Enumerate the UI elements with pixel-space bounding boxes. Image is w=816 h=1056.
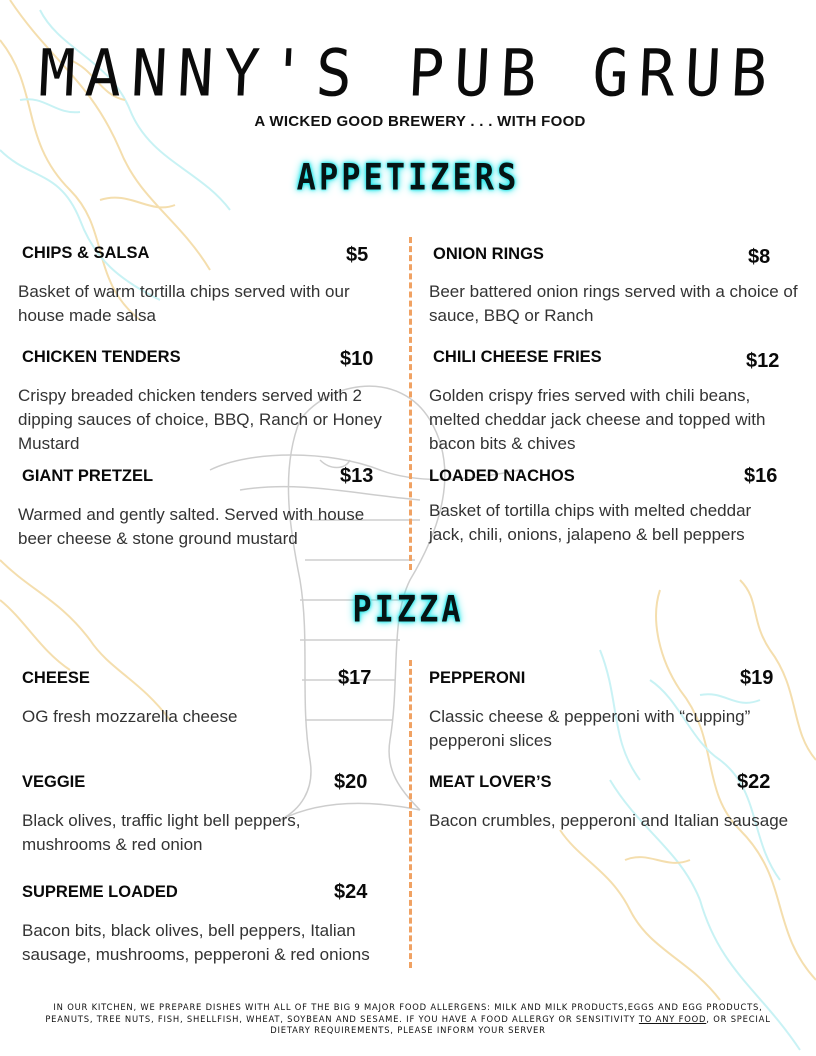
menu-item-name: CHILI CHEESE FRIES	[433, 348, 602, 366]
menu-item-price: $10	[340, 348, 374, 370]
menu-item-name: MEAT LOVER’S	[429, 773, 552, 791]
menu-item-description: Classic cheese & pepperoni with “cupping” pepperoni slices	[429, 707, 751, 750]
menu-item-description: Basket of tortilla chips with melted cheddar jack, chili, onions, jalapeno & bell peppers	[429, 501, 752, 544]
pizza-column-divider	[409, 660, 412, 968]
menu-item-name: CHIPS & SALSA	[22, 244, 150, 262]
menu-item-name: VEGGIE	[22, 773, 86, 791]
menu-item-description: Bacon bits, black olives, bell peppers, Italian sausage, mushrooms, pepperoni & red onions	[22, 921, 370, 964]
menu-item-description: Beer battered onion rings served with a choice of sauce, BBQ or Ranch	[429, 282, 798, 325]
menu-item-price: $20	[334, 771, 368, 793]
menu-item-description: Black olives, traffic light bell peppers, mushrooms & red onion	[22, 811, 301, 854]
appetizers-heading: APPETIZERS	[296, 155, 520, 199]
menu-item-price: $17	[338, 667, 372, 689]
menu-item-name: LOADED NACHOS	[429, 467, 575, 485]
allergen-notice-text: IN OUR KITCHEN, WE PREPARE DISHES WITH ALL OF THE BIG 9 MAJOR FOOD ALLERGENS: MILK AND MILK PRODUCTS,EGGS AND EGG PRODUCTS, PEANUTS, TREE NUTS, FISH, SHELLFISH, WHEAT, SOYBEAN AND SESAME. IF YOU HAVE A FOOD ALLERGY OR SENSITIVITY	[45, 1002, 763, 1024]
menu-item-description: Basket of warm tortilla chips served with our house made salsa	[18, 282, 350, 325]
menu-item-price: $24	[334, 881, 368, 903]
pizza-heading: PIZZA	[352, 587, 464, 631]
menu-item-name: GIANT PRETZEL	[22, 467, 154, 485]
menu-item-name: PEPPERONI	[429, 669, 526, 687]
menu-item-description: OG fresh mozzarella cheese	[22, 707, 238, 726]
menu-item-price: $13	[340, 465, 374, 487]
menu-item-price: $12	[746, 350, 780, 372]
allergen-notice-underlined: TO ANY FOOD	[638, 1013, 707, 1024]
menu-item-name: ONION RINGS	[433, 245, 544, 263]
restaurant-tagline: A WICKED GOOD BREWERY . . . WITH FOOD	[254, 113, 586, 130]
menu-item-description: Warmed and gently salted. Served with house beer cheese & stone ground mustard	[18, 505, 365, 548]
menu-item-name: CHICKEN TENDERS	[22, 348, 181, 366]
menu-item-price: $19	[740, 667, 774, 689]
menu-item-description: Golden crispy fries served with chili beans, melted cheddar jack cheese and topped with bacon bits & chives	[429, 386, 766, 453]
menu-item-description: Crispy breaded chicken tenders served with 2 dipping sauces of choice, BBQ, Ranch or Honey Mustard	[18, 386, 382, 453]
allergen-notice	[30, 1002, 786, 1037]
menu-item-name: CHEESE	[22, 669, 90, 687]
allergen-notice-text-end: , OR SPECIAL DIETARY REQUIREMENTS, PLEASE INFORM YOUR SERVER	[270, 1013, 771, 1035]
menu-item-price: $16	[744, 465, 778, 487]
menu-item-price: $5	[346, 244, 369, 266]
menu-item-name: SUPREME LOADED	[22, 883, 178, 901]
menu-item-price: $22	[737, 771, 771, 793]
appetizers-column-divider	[409, 237, 412, 570]
restaurant-title: MANNY'S PUB GRUB	[37, 36, 779, 112]
menu-item-price: $8	[748, 246, 771, 268]
menu-item-description: Bacon crumbles, pepperoni and Italian sausage	[429, 811, 789, 830]
